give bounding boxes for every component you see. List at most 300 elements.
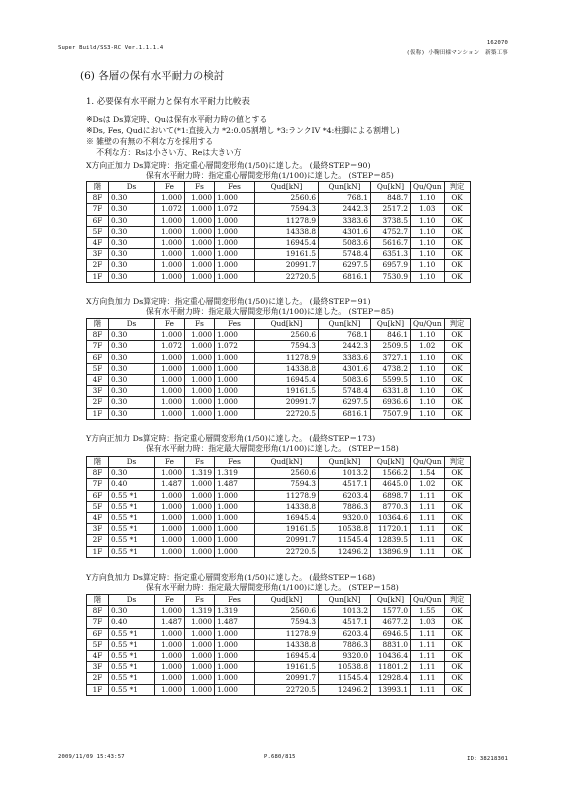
value-cell: 14338.8 bbox=[255, 226, 319, 237]
column-header: Fe bbox=[155, 595, 185, 606]
column-header: 判定 bbox=[444, 457, 470, 468]
value-cell: 16945.4 bbox=[255, 650, 319, 661]
table-row bbox=[87, 684, 471, 695]
value-cell: 0.55 *1 bbox=[109, 628, 155, 639]
value-cell: 19161.5 bbox=[255, 249, 319, 260]
floor-cell: 1F bbox=[87, 684, 109, 695]
value-cell: 1.000 bbox=[215, 193, 255, 204]
value-cell: 3383.6 bbox=[319, 352, 371, 363]
column-header: Fs bbox=[185, 182, 215, 193]
value-cell: OK bbox=[444, 535, 470, 546]
column-header: Qu/Qun bbox=[411, 319, 445, 330]
table4-caption-ds: Y方向負加力 Ds算定時：指定重心層間変形角(1/50)に達した。 (最終STEP＝168) bbox=[86, 573, 376, 582]
value-cell: 5083.6 bbox=[319, 374, 371, 385]
value-cell: 2517.2 bbox=[371, 204, 411, 215]
table3-caption-qu: 保有水平耐力時：指定最大層間変形角(1/100)に達した。 (STEP＝158) bbox=[146, 444, 399, 453]
table-row bbox=[87, 639, 471, 650]
table-header-row bbox=[87, 182, 471, 193]
floor-cell: 4F bbox=[87, 237, 109, 248]
table1-caption-ds: X方向正加力 Ds算定時：指定重心層間変形角(1/50)に達した。 (最終STEP＝90) bbox=[86, 161, 371, 170]
value-cell: 1.02 bbox=[411, 479, 445, 490]
value-cell: OK bbox=[444, 226, 470, 237]
value-cell: OK bbox=[444, 639, 470, 650]
value-cell: 2560.6 bbox=[255, 193, 319, 204]
value-cell: 1.000 bbox=[185, 479, 215, 490]
column-header: Qu[kN] bbox=[371, 319, 411, 330]
value-cell: 1.10 bbox=[411, 237, 445, 248]
value-cell: 6936.6 bbox=[371, 397, 411, 408]
value-cell: 1.10 bbox=[411, 193, 445, 204]
table-row bbox=[87, 363, 471, 374]
value-cell: 0.30 bbox=[109, 204, 155, 215]
floor-cell: 1F bbox=[87, 271, 109, 282]
value-cell: 1.072 bbox=[215, 204, 255, 215]
table-row bbox=[87, 237, 471, 248]
value-cell: 8831.0 bbox=[371, 639, 411, 650]
value-cell: 1.000 bbox=[155, 249, 185, 260]
table-row bbox=[87, 617, 471, 628]
table1-caption-qu: 保有水平耐力時：指定重心層間変形角(1/100)に達した。 (STEP＝85) bbox=[146, 171, 394, 180]
value-cell: 1.000 bbox=[215, 684, 255, 695]
value-cell: 14338.8 bbox=[255, 639, 319, 650]
value-cell: 1.02 bbox=[411, 341, 445, 352]
value-cell: 16945.4 bbox=[255, 512, 319, 523]
value-cell: 1.000 bbox=[155, 662, 185, 673]
value-cell: 1.000 bbox=[215, 363, 255, 374]
value-cell: 1.000 bbox=[185, 386, 215, 397]
column-header: Qun[kN] bbox=[319, 182, 371, 193]
value-cell: 1.000 bbox=[155, 330, 185, 341]
value-cell: 1.000 bbox=[185, 271, 215, 282]
column-header: Qun[kN] bbox=[319, 457, 371, 468]
value-cell: OK bbox=[444, 546, 470, 557]
value-cell: OK bbox=[444, 260, 470, 271]
table-row bbox=[87, 341, 471, 352]
value-cell: 0.30 bbox=[109, 237, 155, 248]
table-row bbox=[87, 468, 471, 479]
column-header: Qud[kN] bbox=[255, 457, 319, 468]
column-header: Fe bbox=[155, 182, 185, 193]
column-header: Qun[kN] bbox=[319, 595, 371, 606]
table-row bbox=[87, 650, 471, 661]
value-cell: 1577.0 bbox=[371, 606, 411, 617]
note-line: 不利な方：Rsは小さい方、Reは大きい方 bbox=[86, 148, 242, 157]
value-cell: 4752.7 bbox=[371, 226, 411, 237]
value-cell: 0.55 *1 bbox=[109, 546, 155, 557]
value-cell: 7507.9 bbox=[371, 408, 411, 419]
value-cell: 1.000 bbox=[185, 684, 215, 695]
value-cell: 20991.7 bbox=[255, 673, 319, 684]
value-cell: 0.30 bbox=[109, 226, 155, 237]
column-header: 判定 bbox=[444, 319, 470, 330]
value-cell: 9320.0 bbox=[319, 512, 371, 523]
value-cell: 2442.3 bbox=[319, 341, 371, 352]
value-cell: 11278.9 bbox=[255, 628, 319, 639]
value-cell: 1.11 bbox=[411, 535, 445, 546]
value-cell: 0.55 *1 bbox=[109, 490, 155, 501]
value-cell: 9320.0 bbox=[319, 650, 371, 661]
floor-cell: 8F bbox=[87, 468, 109, 479]
column-header: Fes bbox=[215, 319, 255, 330]
value-cell: 1.000 bbox=[215, 501, 255, 512]
value-cell: 1.11 bbox=[411, 546, 445, 557]
value-cell: 1.487 bbox=[215, 617, 255, 628]
value-cell: 1.000 bbox=[155, 374, 185, 385]
table-row bbox=[87, 386, 471, 397]
column-header: Qud[kN] bbox=[255, 319, 319, 330]
value-cell: 1.072 bbox=[155, 341, 185, 352]
table-row bbox=[87, 271, 471, 282]
value-cell: 2560.6 bbox=[255, 330, 319, 341]
value-cell: 22720.5 bbox=[255, 271, 319, 282]
value-cell: 1.54 bbox=[411, 468, 445, 479]
value-cell: 5599.5 bbox=[371, 374, 411, 385]
value-cell: 10436.4 bbox=[371, 650, 411, 661]
column-header: 階 bbox=[87, 595, 109, 606]
value-cell: OK bbox=[444, 397, 470, 408]
capacity-table-y-negative bbox=[86, 594, 471, 696]
value-cell: 11278.9 bbox=[255, 352, 319, 363]
value-cell: 1.000 bbox=[215, 524, 255, 535]
column-header: 階 bbox=[87, 457, 109, 468]
value-cell: 4517.1 bbox=[319, 617, 371, 628]
value-cell: 0.55 *1 bbox=[109, 512, 155, 523]
value-cell: 0.30 bbox=[109, 271, 155, 282]
floor-cell: 1F bbox=[87, 408, 109, 419]
value-cell: 0.30 bbox=[109, 468, 155, 479]
column-header: Qun[kN] bbox=[319, 319, 371, 330]
value-cell: OK bbox=[444, 249, 470, 260]
table-row bbox=[87, 490, 471, 501]
floor-cell: 5F bbox=[87, 501, 109, 512]
value-cell: 0.30 bbox=[109, 193, 155, 204]
column-header: Fs bbox=[185, 319, 215, 330]
value-cell: 6203.4 bbox=[319, 490, 371, 501]
value-cell: 5616.7 bbox=[371, 237, 411, 248]
capacity-table-x-negative bbox=[86, 318, 471, 420]
table-header-row bbox=[87, 457, 471, 468]
value-cell: 11278.9 bbox=[255, 215, 319, 226]
value-cell: 1.000 bbox=[215, 237, 255, 248]
value-cell: OK bbox=[444, 341, 470, 352]
value-cell: 6203.4 bbox=[319, 628, 371, 639]
capacity-table-x-positive bbox=[86, 181, 471, 283]
value-cell: 1.11 bbox=[411, 662, 445, 673]
value-cell: 6351.3 bbox=[371, 249, 411, 260]
value-cell: 1.487 bbox=[155, 617, 185, 628]
floor-cell: 2F bbox=[87, 535, 109, 546]
floor-cell: 6F bbox=[87, 352, 109, 363]
value-cell: 2442.3 bbox=[319, 204, 371, 215]
value-cell: 4738.2 bbox=[371, 363, 411, 374]
note-line: ※ 雑壁の有無の不利な方を採用する bbox=[86, 137, 214, 146]
table-row bbox=[87, 535, 471, 546]
floor-cell: 6F bbox=[87, 490, 109, 501]
value-cell: 1.11 bbox=[411, 524, 445, 535]
value-cell: 768.1 bbox=[319, 193, 371, 204]
value-cell: 12928.4 bbox=[371, 673, 411, 684]
column-header: Fe bbox=[155, 319, 185, 330]
column-header: Ds bbox=[109, 457, 155, 468]
value-cell: 1.000 bbox=[215, 490, 255, 501]
value-cell: 1.000 bbox=[185, 260, 215, 271]
column-header: Ds bbox=[109, 595, 155, 606]
value-cell: 0.30 bbox=[109, 363, 155, 374]
value-cell: 1.03 bbox=[411, 204, 445, 215]
value-cell: 11720.1 bbox=[371, 524, 411, 535]
value-cell: 10538.8 bbox=[319, 662, 371, 673]
value-cell: 8770.3 bbox=[371, 501, 411, 512]
value-cell: 1.000 bbox=[155, 271, 185, 282]
value-cell: OK bbox=[444, 617, 470, 628]
value-cell: 14338.8 bbox=[255, 363, 319, 374]
value-cell: 4301.6 bbox=[319, 363, 371, 374]
value-cell: 22720.5 bbox=[255, 546, 319, 557]
value-cell: 1.000 bbox=[215, 249, 255, 260]
floor-cell: 2F bbox=[87, 260, 109, 271]
value-cell: 1.000 bbox=[215, 260, 255, 271]
value-cell: OK bbox=[444, 215, 470, 226]
column-header: Fes bbox=[215, 595, 255, 606]
value-cell: 6898.7 bbox=[371, 490, 411, 501]
floor-cell: 4F bbox=[87, 650, 109, 661]
value-cell: 4677.2 bbox=[371, 617, 411, 628]
value-cell: 1.319 bbox=[215, 468, 255, 479]
value-cell: 6946.5 bbox=[371, 628, 411, 639]
value-cell: 19161.5 bbox=[255, 662, 319, 673]
value-cell: OK bbox=[444, 363, 470, 374]
value-cell: OK bbox=[444, 374, 470, 385]
value-cell: 22720.5 bbox=[255, 684, 319, 695]
value-cell: 4645.0 bbox=[371, 479, 411, 490]
floor-cell: 3F bbox=[87, 662, 109, 673]
value-cell: 7594.3 bbox=[255, 617, 319, 628]
value-cell: 0.55 *1 bbox=[109, 662, 155, 673]
document-id: ID：38218301 bbox=[467, 756, 508, 762]
value-cell: 1.10 bbox=[411, 374, 445, 385]
value-cell: 1.000 bbox=[215, 535, 255, 546]
floor-cell: 8F bbox=[87, 193, 109, 204]
value-cell: 1.000 bbox=[185, 673, 215, 684]
value-cell: 1.000 bbox=[155, 650, 185, 661]
page-number: P.680/815 bbox=[264, 754, 296, 760]
value-cell: 1.000 bbox=[185, 639, 215, 650]
value-cell: 1.03 bbox=[411, 617, 445, 628]
value-cell: 0.30 bbox=[109, 606, 155, 617]
table-row bbox=[87, 193, 471, 204]
value-cell: 20991.7 bbox=[255, 535, 319, 546]
column-header: 判定 bbox=[444, 182, 470, 193]
value-cell: 16945.4 bbox=[255, 374, 319, 385]
value-cell: 1.10 bbox=[411, 271, 445, 282]
value-cell: 5748.4 bbox=[319, 249, 371, 260]
value-cell: 1.000 bbox=[185, 408, 215, 419]
note-line: ※Ds, Fes, Qudにおいて(*1:直接入力 *2:0.05割増し *3:ランクIV *4:柱脚による割増し) bbox=[86, 126, 400, 135]
floor-cell: 8F bbox=[87, 330, 109, 341]
page-title: (6) 各層の保有水平耐力の検討 bbox=[80, 70, 225, 82]
column-header: Fes bbox=[215, 457, 255, 468]
table-row bbox=[87, 628, 471, 639]
value-cell: 1.000 bbox=[155, 501, 185, 512]
value-cell: 12839.5 bbox=[371, 535, 411, 546]
floor-cell: 3F bbox=[87, 386, 109, 397]
value-cell: 1.000 bbox=[215, 215, 255, 226]
value-cell: 1.000 bbox=[185, 524, 215, 535]
value-cell: 20991.7 bbox=[255, 397, 319, 408]
value-cell: 11545.4 bbox=[319, 535, 371, 546]
floor-cell: 3F bbox=[87, 249, 109, 260]
table2-caption-qu: 保有水平耐力時：指定最大層間変形角(1/100)に達した。 (STEP＝85) bbox=[146, 307, 394, 316]
value-cell: 0.55 *1 bbox=[109, 673, 155, 684]
table-row bbox=[87, 546, 471, 557]
value-cell: 1.11 bbox=[411, 650, 445, 661]
value-cell: 768.1 bbox=[319, 330, 371, 341]
table-row bbox=[87, 512, 471, 523]
value-cell: 1.11 bbox=[411, 501, 445, 512]
value-cell: 22720.5 bbox=[255, 408, 319, 419]
table4-caption-qu: 保有水平耐力時：指定最大層間変形角(1/100)に達した。 (STEP＝158) bbox=[146, 583, 399, 592]
value-cell: 1.000 bbox=[185, 363, 215, 374]
value-cell: 1.000 bbox=[215, 512, 255, 523]
table2-caption-ds: X方向負加力 Ds算定時：指定重心層間変形角(1/50)に達した。 (最終STEP＝91) bbox=[86, 297, 371, 306]
value-cell: 1.000 bbox=[215, 546, 255, 557]
value-cell: 0.55 *1 bbox=[109, 501, 155, 512]
value-cell: 1.072 bbox=[155, 204, 185, 215]
value-cell: 4517.1 bbox=[319, 479, 371, 490]
value-cell: 6816.1 bbox=[319, 271, 371, 282]
value-cell: 0.30 bbox=[109, 260, 155, 271]
value-cell: 12496.2 bbox=[319, 684, 371, 695]
column-header: Qu[kN] bbox=[371, 182, 411, 193]
value-cell: 1.000 bbox=[215, 374, 255, 385]
table-row bbox=[87, 397, 471, 408]
value-cell: 20991.7 bbox=[255, 260, 319, 271]
value-cell: 6297.5 bbox=[319, 397, 371, 408]
floor-cell: 5F bbox=[87, 226, 109, 237]
value-cell: 1.000 bbox=[215, 639, 255, 650]
value-cell: 6331.8 bbox=[371, 386, 411, 397]
value-cell: 19161.5 bbox=[255, 386, 319, 397]
value-cell: OK bbox=[444, 512, 470, 523]
value-cell: 16945.4 bbox=[255, 237, 319, 248]
value-cell: 1.000 bbox=[185, 341, 215, 352]
value-cell: 1.000 bbox=[155, 397, 185, 408]
value-cell: 6297.5 bbox=[319, 260, 371, 271]
column-header: 判定 bbox=[444, 595, 470, 606]
value-cell: 13896.9 bbox=[371, 546, 411, 557]
table3-caption-ds: Y方向正加力 Ds算定時：指定重心層間変形角(1/50)に達した。 (最終STEP＝173) bbox=[86, 434, 376, 443]
value-cell: 11545.4 bbox=[319, 673, 371, 684]
value-cell: 0.30 bbox=[109, 397, 155, 408]
value-cell: 1.000 bbox=[185, 397, 215, 408]
column-header: 階 bbox=[87, 182, 109, 193]
value-cell: 1.000 bbox=[185, 352, 215, 363]
column-header: Qud[kN] bbox=[255, 182, 319, 193]
value-cell: OK bbox=[444, 650, 470, 661]
value-cell: 1.000 bbox=[215, 352, 255, 363]
floor-cell: 5F bbox=[87, 363, 109, 374]
floor-cell: 6F bbox=[87, 215, 109, 226]
table-header-row bbox=[87, 595, 471, 606]
value-cell: 1.072 bbox=[215, 341, 255, 352]
column-header: 階 bbox=[87, 319, 109, 330]
value-cell: 1.10 bbox=[411, 408, 445, 419]
value-cell: 1.000 bbox=[215, 662, 255, 673]
value-cell: 0.30 bbox=[109, 249, 155, 260]
value-cell: 1.10 bbox=[411, 363, 445, 374]
value-cell: 0.30 bbox=[109, 352, 155, 363]
value-cell: 1.000 bbox=[215, 628, 255, 639]
value-cell: OK bbox=[444, 330, 470, 341]
value-cell: 11278.9 bbox=[255, 490, 319, 501]
column-header: Fe bbox=[155, 457, 185, 468]
column-header: Ds bbox=[109, 319, 155, 330]
value-cell: 0.30 bbox=[109, 408, 155, 419]
value-cell: 0.55 *1 bbox=[109, 684, 155, 695]
column-header: Qu/Qun bbox=[411, 182, 445, 193]
value-cell: 3383.6 bbox=[319, 215, 371, 226]
value-cell: 1.000 bbox=[215, 650, 255, 661]
value-cell: 1.55 bbox=[411, 606, 445, 617]
value-cell: 1.000 bbox=[155, 639, 185, 650]
value-cell: 1.000 bbox=[155, 352, 185, 363]
value-cell: 6816.1 bbox=[319, 408, 371, 419]
floor-cell: 7F bbox=[87, 617, 109, 628]
value-cell: OK bbox=[444, 193, 470, 204]
value-cell: 1.10 bbox=[411, 386, 445, 397]
column-header: Ds bbox=[109, 182, 155, 193]
value-cell: 1.000 bbox=[185, 215, 215, 226]
column-header: Fs bbox=[185, 457, 215, 468]
value-cell: OK bbox=[444, 684, 470, 695]
floor-cell: 7F bbox=[87, 479, 109, 490]
value-cell: 5748.4 bbox=[319, 386, 371, 397]
column-header: Qu[kN] bbox=[371, 457, 411, 468]
floor-cell: 2F bbox=[87, 397, 109, 408]
value-cell: OK bbox=[444, 479, 470, 490]
value-cell: 11801.2 bbox=[371, 662, 411, 673]
value-cell: 1.000 bbox=[155, 386, 185, 397]
value-cell: 1.000 bbox=[155, 363, 185, 374]
value-cell: 1.000 bbox=[155, 628, 185, 639]
value-cell: 1.000 bbox=[185, 237, 215, 248]
value-cell: 1.11 bbox=[411, 490, 445, 501]
value-cell: 4301.6 bbox=[319, 226, 371, 237]
floor-cell: 7F bbox=[87, 204, 109, 215]
floor-cell: 6F bbox=[87, 628, 109, 639]
value-cell: 1.000 bbox=[155, 535, 185, 546]
value-cell: 1013.2 bbox=[319, 468, 371, 479]
value-cell: OK bbox=[444, 673, 470, 684]
value-cell: 1.000 bbox=[185, 501, 215, 512]
value-cell: 0.55 *1 bbox=[109, 639, 155, 650]
value-cell: 1566.2 bbox=[371, 468, 411, 479]
value-cell: 7594.3 bbox=[255, 341, 319, 352]
table-row bbox=[87, 374, 471, 385]
floor-cell: 3F bbox=[87, 524, 109, 535]
value-cell: 1.000 bbox=[215, 271, 255, 282]
floor-cell: 8F bbox=[87, 606, 109, 617]
table-row bbox=[87, 204, 471, 215]
value-cell: OK bbox=[444, 468, 470, 479]
value-cell: 1.000 bbox=[185, 617, 215, 628]
value-cell: 1.000 bbox=[215, 408, 255, 419]
column-header: Qu/Qun bbox=[411, 595, 445, 606]
value-cell: 1.000 bbox=[155, 215, 185, 226]
value-cell: 1.11 bbox=[411, 512, 445, 523]
value-cell: 1.000 bbox=[215, 330, 255, 341]
value-cell: 1.10 bbox=[411, 215, 445, 226]
